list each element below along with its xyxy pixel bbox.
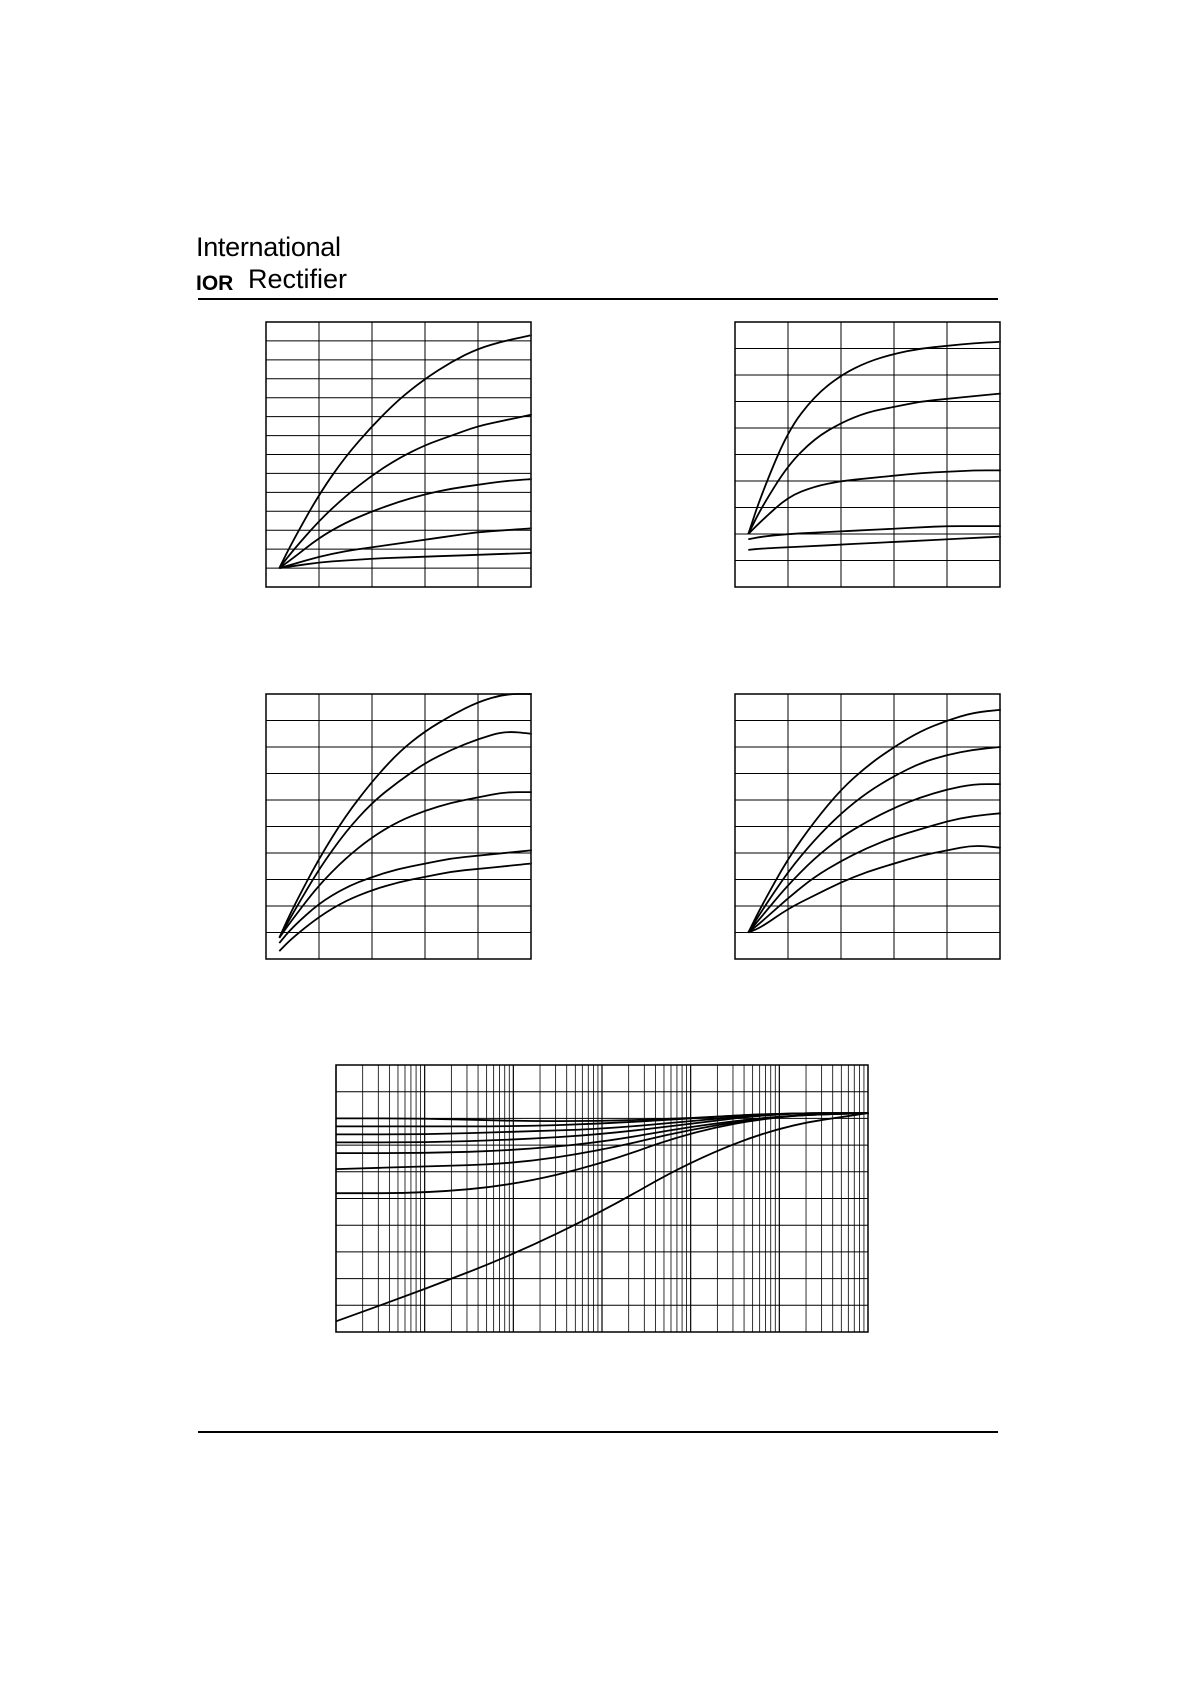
series-line-2 bbox=[748, 747, 1000, 933]
chart-grid bbox=[266, 694, 531, 959]
series-line-3 bbox=[748, 470, 1000, 534]
series-line-4 bbox=[748, 526, 1000, 539]
series-line-1 bbox=[279, 335, 531, 568]
footer-rule bbox=[198, 1431, 998, 1433]
series-line-5 bbox=[279, 864, 531, 952]
brand-name-line1: International bbox=[196, 232, 341, 262]
company-logo-icon bbox=[196, 271, 246, 293]
chart-3 bbox=[266, 694, 531, 959]
series-line-5 bbox=[279, 553, 531, 568]
chart-1 bbox=[266, 322, 531, 587]
chart-3-svg bbox=[266, 694, 531, 959]
series-line-1 bbox=[279, 694, 531, 938]
chart-1-svg bbox=[266, 322, 531, 587]
series-line-1 bbox=[748, 342, 1000, 534]
series-line-5 bbox=[748, 537, 1000, 550]
document-header bbox=[196, 232, 996, 294]
chart-4 bbox=[735, 694, 1000, 959]
chart-2 bbox=[735, 322, 1000, 587]
chart-grid bbox=[735, 694, 1000, 959]
chart-5 bbox=[336, 1065, 868, 1332]
series-line-3 bbox=[279, 792, 531, 938]
header-rule bbox=[198, 298, 998, 300]
series-line-2 bbox=[748, 394, 1000, 534]
chart-4-svg bbox=[735, 694, 1000, 959]
series-line-2 bbox=[279, 415, 531, 568]
series-line-5 bbox=[748, 846, 1000, 933]
series-line-4 bbox=[748, 813, 1000, 932]
brand-name-line2: Rectifier bbox=[248, 264, 348, 294]
chart-2-svg bbox=[735, 322, 1000, 587]
logo-text: IOR bbox=[196, 272, 234, 293]
chart-5-svg bbox=[336, 1065, 868, 1332]
